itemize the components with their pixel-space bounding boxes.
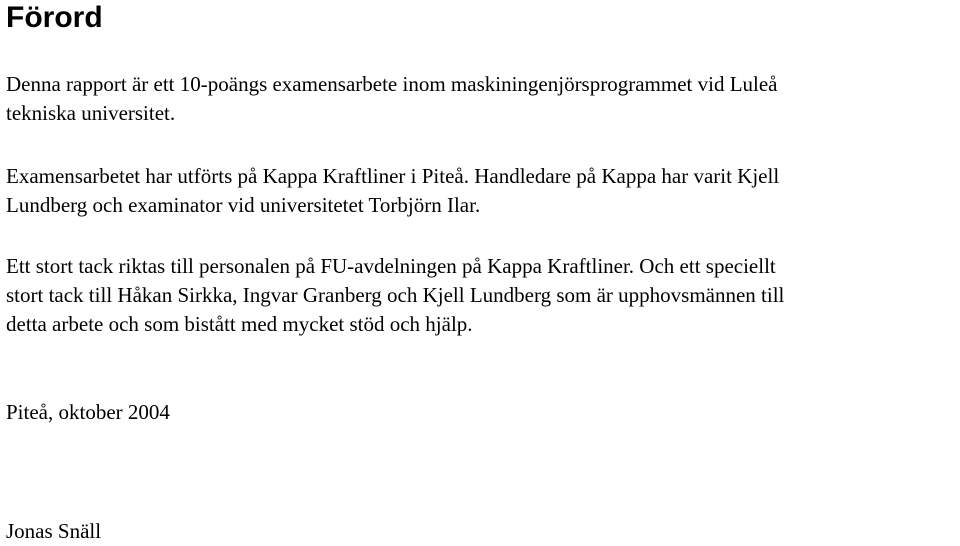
- paragraph-line: stort tack till Håkan Sirkka, Ingvar Granberg och Kjell Lundberg som är upphovsmännen till: [6, 283, 785, 307]
- author-signature: Jonas Snäll: [6, 519, 102, 543]
- paragraph-line: Lundberg och examinator vid universitetet Torbjörn Ilar.: [6, 193, 481, 217]
- paragraph-line: Ett stort tack riktas till personalen på FU-avdelningen på Kappa Kraftliner. Och ett speciellt: [6, 254, 776, 278]
- place-and-date: Piteå, oktober 2004: [6, 400, 170, 424]
- paragraph-acknowledgements: [6, 252, 956, 339]
- paragraph-line: Denna rapport är ett 10-poängs examensarbete inom maskiningenjörsprogrammet vid Luleå: [6, 72, 778, 96]
- paragraph-line: detta arbete och som bistått med mycket stöd och hjälp.: [6, 312, 473, 336]
- paragraph-line: tekniska universitet.: [6, 101, 176, 125]
- paragraph-intro: [6, 70, 956, 128]
- paragraph-line: Examensarbetet har utförts på Kappa Kraftliner i Piteå. Handledare på Kappa har varit Kjell: [6, 164, 780, 188]
- paragraph-location-supervisors: [6, 162, 956, 220]
- page-title: Förord: [6, 1, 103, 34]
